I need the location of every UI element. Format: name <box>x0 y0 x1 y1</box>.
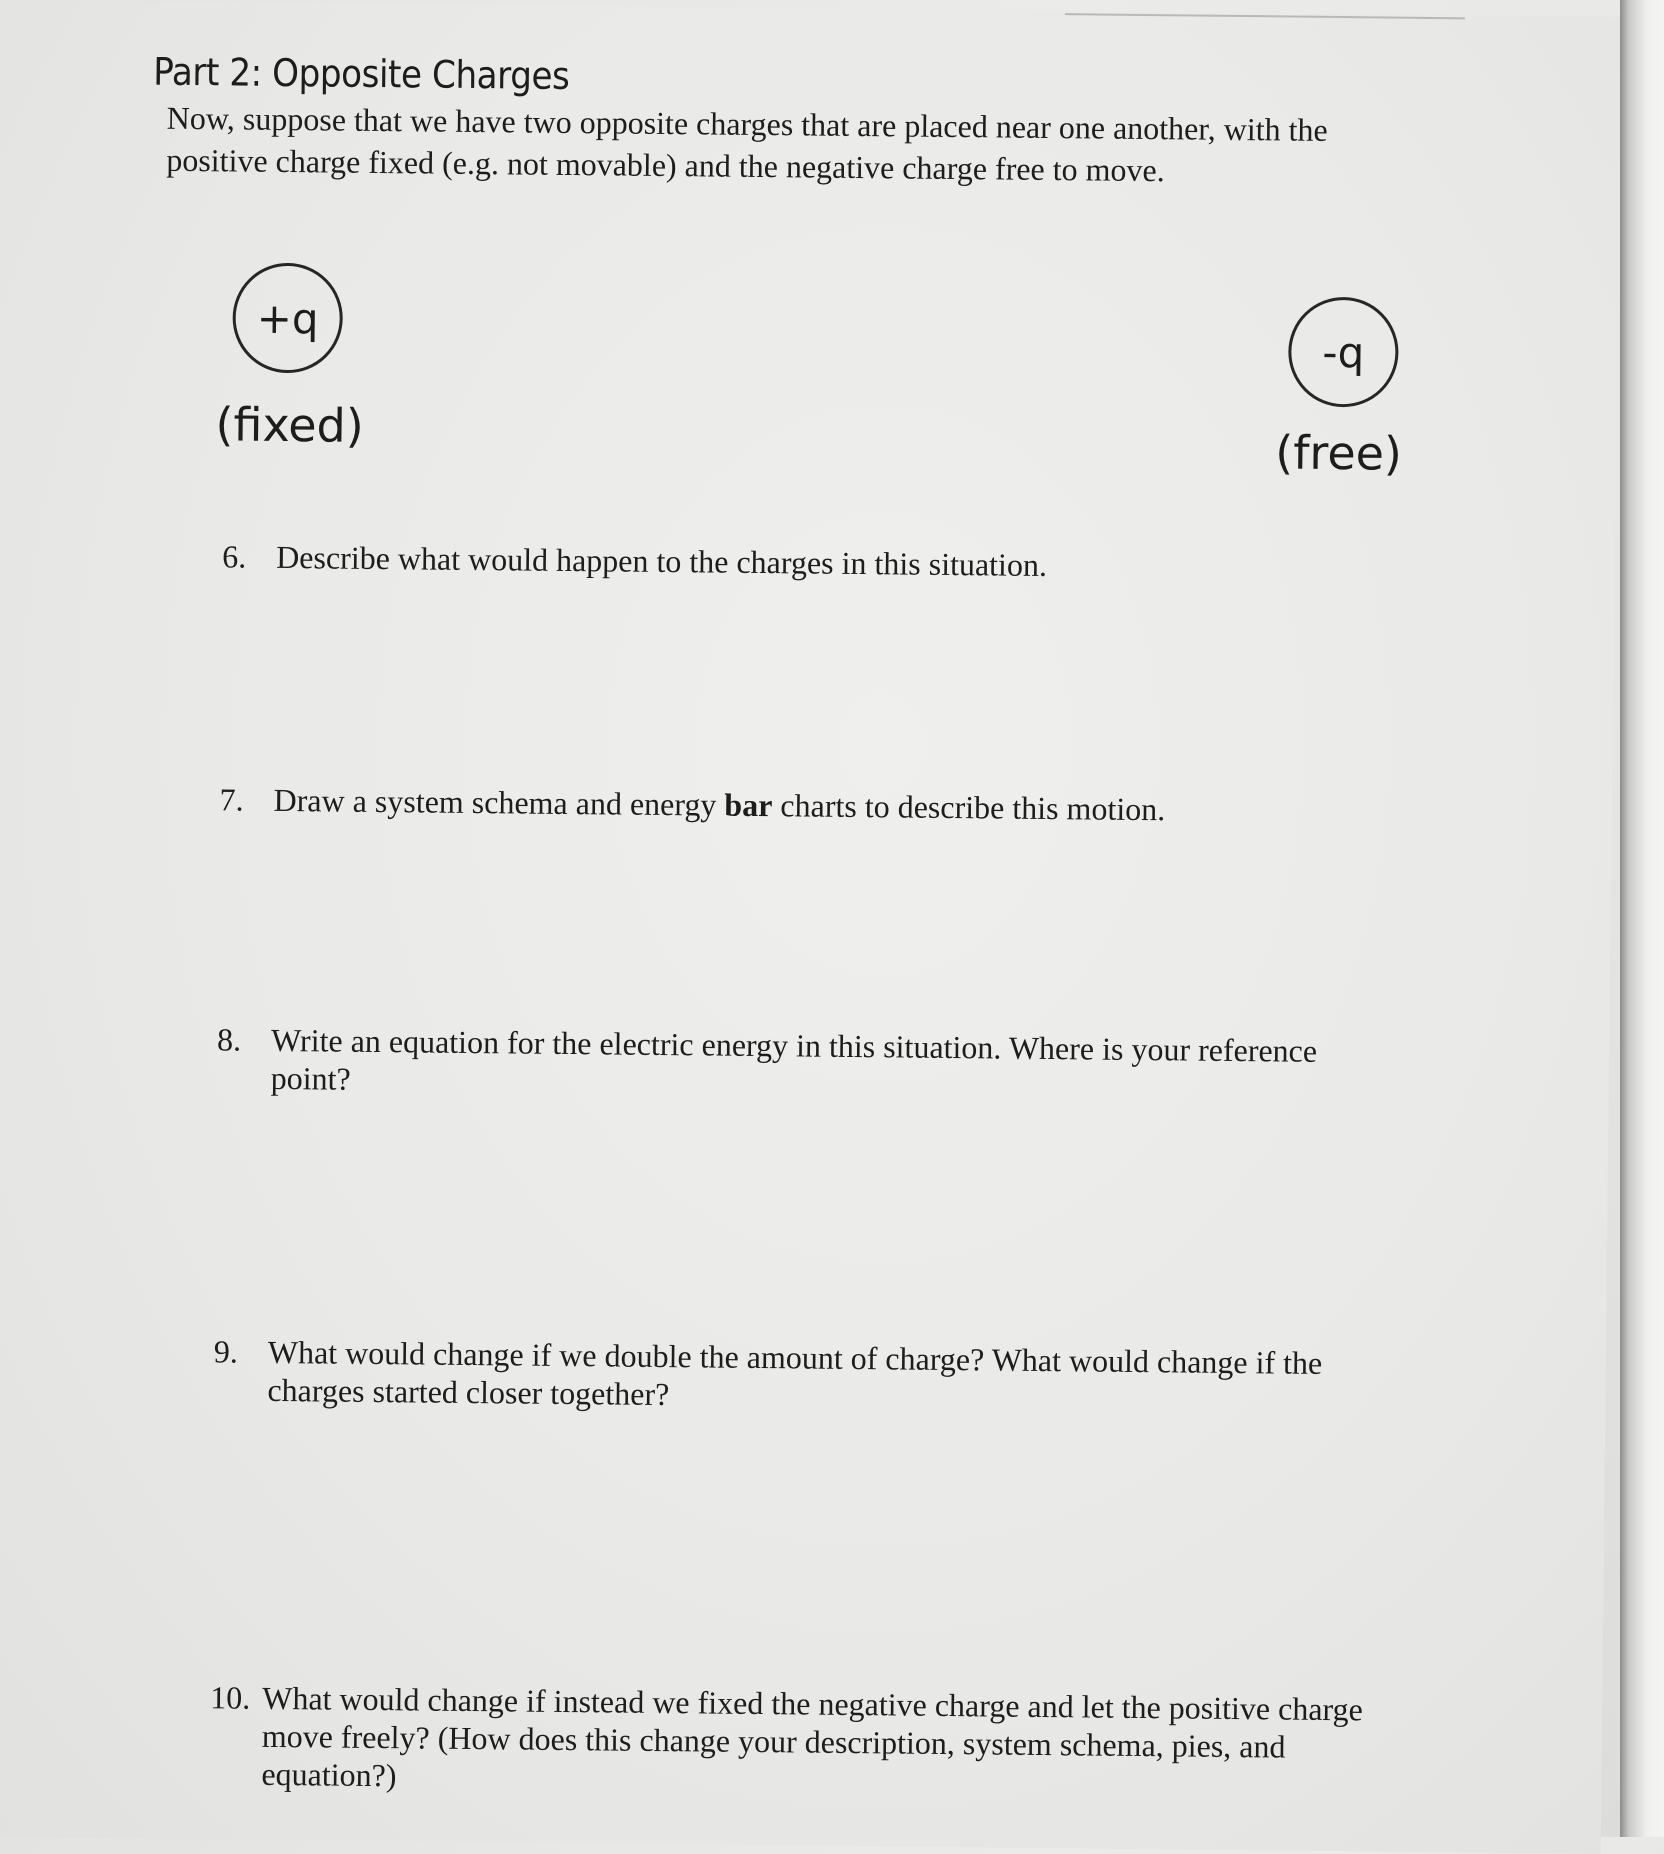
positive-charge-symbol: +q <box>256 293 319 343</box>
question-text: Describe what would happen to the charges in this situation. <box>275 538 1048 583</box>
negative-charge-circle <box>1288 297 1399 408</box>
positive-charge-label: (fixed) <box>215 397 365 453</box>
negative-charge-symbol: -q <box>1322 327 1365 377</box>
question-number: 7. <box>219 781 244 818</box>
question-text-end: charts to describe this motion. <box>772 787 1166 828</box>
intro-paragraph: Now, suppose that we have two opposite charges that are placed near one another, with the positive charge fixed (e.g. not movable) and the negative charge free to move. <box>166 99 1328 189</box>
question-number: 6. <box>221 538 247 575</box>
question-7 <box>219 780 1449 831</box>
question-text-bold: bar <box>724 786 773 824</box>
question-text: What would change if instead we fixed the negative charge and let the positive charge move freely? (How does this change your description, system schema, pies, and equation?) <box>261 1679 1363 1794</box>
question-text <box>273 781 1449 831</box>
question-9 <box>213 1332 1414 1421</box>
section-title: Part 2: Opposite Charges <box>153 49 570 98</box>
question-text: Write an equation for the electric energy in this situation. Where is your reference point? <box>270 1021 1318 1097</box>
question-text-start: Draw a system schema and energy <box>273 781 725 823</box>
question-text: What would change if we double the amount of charge? What would change if the charges started closer together? <box>267 1333 1323 1413</box>
question-number: 8. <box>216 1021 242 1058</box>
top-divider <box>1065 13 1465 19</box>
question-10 <box>209 1678 1390 1804</box>
paper-edge-shadow <box>1620 0 1664 1837</box>
question-number: 9. <box>213 1333 239 1370</box>
question-8 <box>217 1020 1318 1108</box>
question-number: 10. <box>210 1679 251 1716</box>
positive-charge-circle <box>232 262 343 373</box>
question-6 <box>222 537 1452 588</box>
negative-charge-label: (free) <box>1275 425 1403 481</box>
